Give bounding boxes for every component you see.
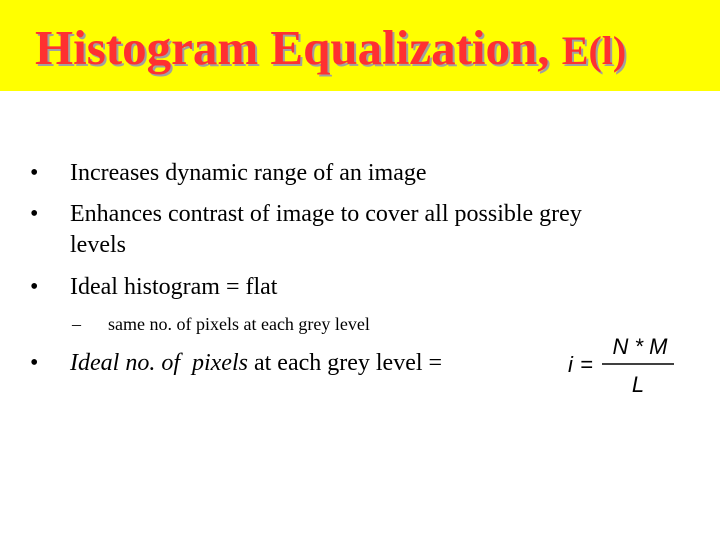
italic-text: pixels	[191, 350, 248, 376]
normal-text: at each grey level =	[253, 350, 443, 376]
slide-title	[35, 18, 626, 81]
title-symbol: E(l)	[561, 28, 627, 73]
formula-graphic	[566, 332, 676, 398]
formula-equals: =	[580, 352, 593, 377]
bullet-text-mixed	[70, 348, 442, 378]
formula-numerator: N * M	[612, 334, 668, 359]
bullet-dot: •	[30, 274, 39, 300]
bullet-dot: •	[30, 160, 39, 186]
bullet-text: levels	[70, 232, 126, 258]
bullet-text: Increases dynamic range of an image	[70, 160, 427, 186]
bullet-dot: •	[30, 201, 39, 227]
bullet-text: Enhances contrast of image to cover all possible grey	[70, 201, 582, 227]
title-bar	[0, 0, 720, 91]
bullet-text: Ideal histogram = flat	[70, 274, 278, 300]
sub-bullet-text: same no. of pixels at each grey level	[108, 314, 370, 334]
formula-lhs: i	[568, 352, 573, 377]
bullet-dot: •	[30, 350, 39, 376]
italic-text: Ideal no. of	[70, 350, 180, 376]
formula-denominator: L	[631, 372, 645, 397]
formula	[566, 332, 676, 398]
title-main: Histogram Equalization,	[35, 20, 550, 75]
sub-bullet-dash: –	[72, 314, 81, 334]
